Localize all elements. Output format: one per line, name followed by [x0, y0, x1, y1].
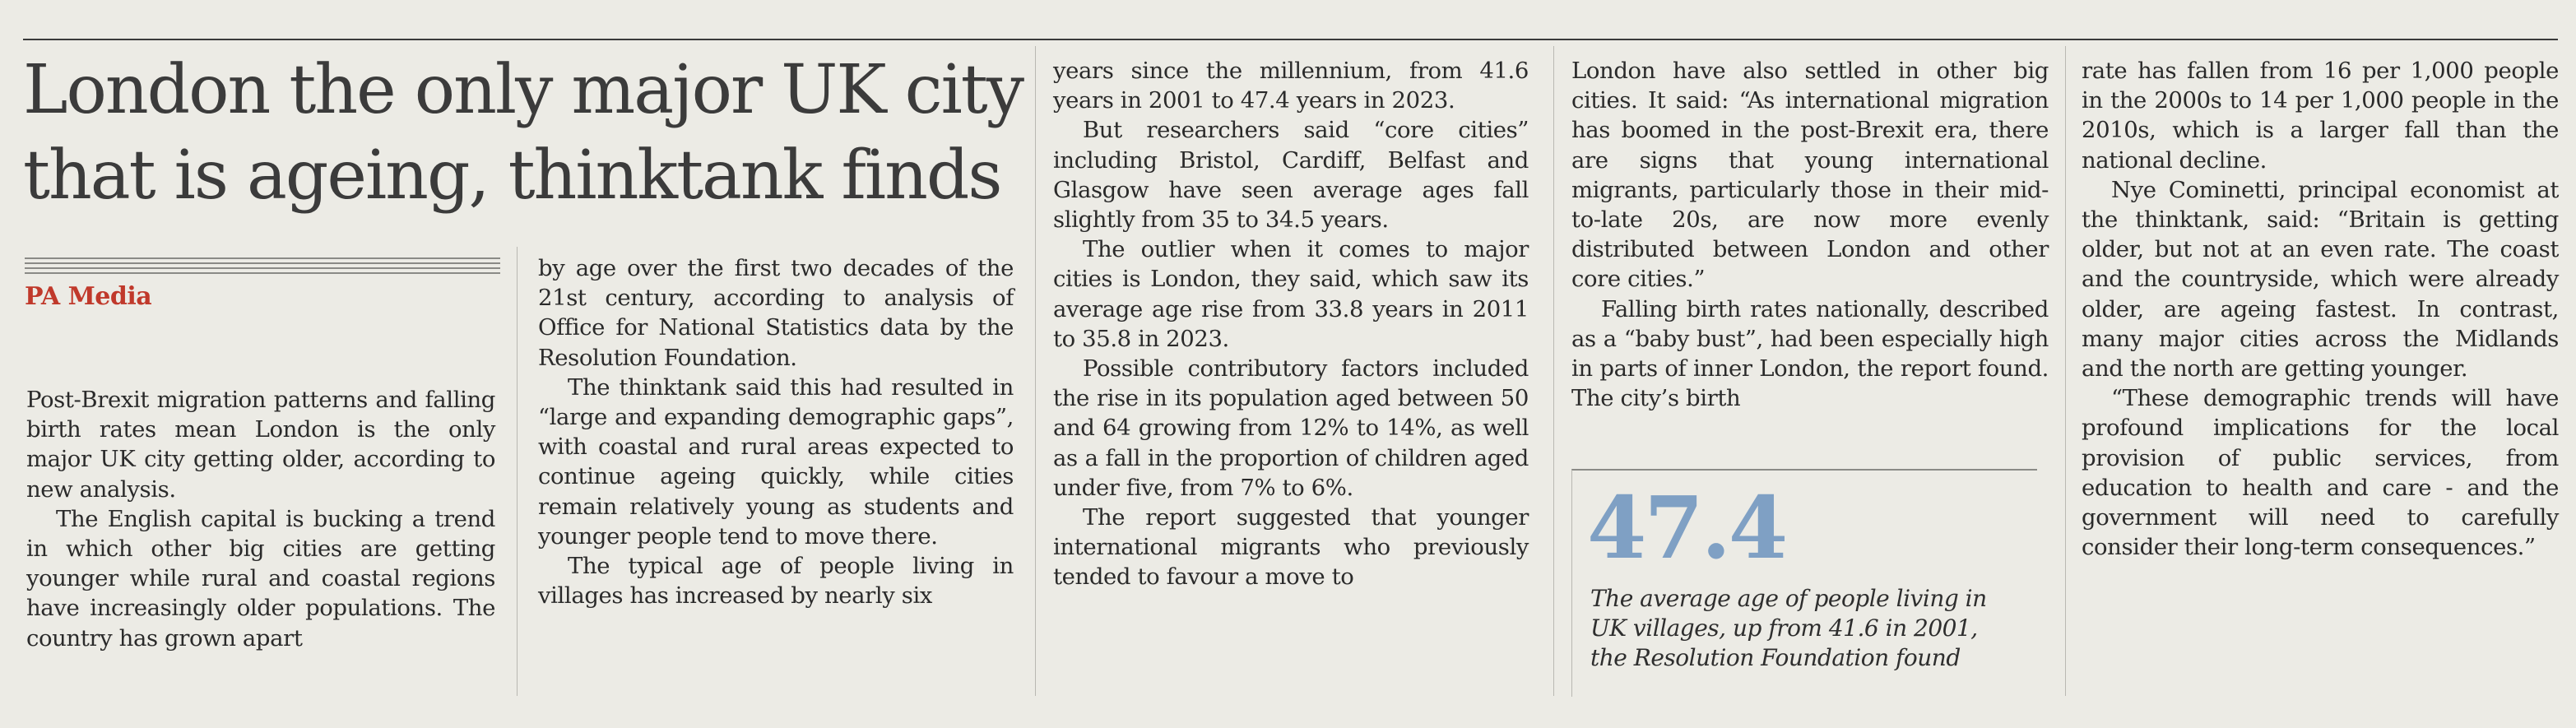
article-column-2 [538, 253, 1014, 610]
article-column-3 [1053, 56, 1529, 592]
headline: London the only major UK city that is ageing, thinktank finds [23, 51, 1023, 215]
paragraph: But researchers said “core cities” including Bristol, Cardiff, Belfast and Glasgow have seen average ages fall slightly from 35 to 34.5 years. [1053, 117, 1529, 234]
article-column-4 [1571, 56, 2049, 413]
paragraph: The report suggested that younger international migrants who previously tended to favour a move to [1053, 504, 1529, 591]
paragraph: rate has fallen from 16 per 1,000 people in the 2000s to 14 per 1,000 people in the 2010s, which is a larger fall than the national decline. [2082, 58, 2559, 174]
article-column-5 [2082, 56, 2559, 562]
paragraph: “These demographic trends will have profound implications for the local provision of public services, from education to health and care - and the government will need to carefully consider their long-term consequences.” [2082, 385, 2559, 561]
paragraph: The outlier when it comes to major cities is London, they said, which saw its average age rise from 33.8 years in 2011 to 35.8 in 2023. [1053, 236, 1529, 352]
column-divider [1553, 46, 1554, 696]
paragraph: London have also settled in other big cities. It said: “As international migration has boomed in the post-Brexit era, there are signs that young international migrants, particularly those in their mid-to-late 20s, are now more evenly distributed between London and other core cities.” [1571, 58, 2049, 293]
paragraph: Possible contributory factors included the rise in its population aged between 50 and 64 growing from 12% to 14%, as well as a fall in the proportion of children aged under five, from 7% to 6%. [1053, 355, 1529, 501]
paragraph: Post-Brexit migration patterns and falling birth rates mean London is the only major UK city getting older, according to new analysis. [26, 387, 495, 503]
column-divider [2065, 46, 2066, 696]
article-column-1 [26, 385, 495, 653]
column-divider [517, 247, 518, 696]
paragraph: The thinktank said this had resulted in “large and expanding demographic gaps”, with coastal and rural areas expected to continue ageing quickly, while cities remain relatively young as students and younger people tend to move there. [538, 373, 1014, 549]
paragraph: Falling birth rates nationally, described as a “baby bust”, had been especially high in parts of inner London, the report found. The city’s birth [1571, 295, 2049, 412]
factbox [1571, 469, 2037, 697]
paragraph: The English capital is bucking a trend in which other big cities are getting younger while rural and coastal regions have increasingly older populations. The country has grown apart [26, 505, 495, 651]
paragraph: Nye Cominetti, principal economist at the thinktank, said: “Britain is getting older, but not at an even rate. The coast and the countryside, which were already older, are ageing fastest. In contrast, many major cities across the Midlands and the north are getting younger. [2082, 176, 2559, 383]
paragraph: years since the millennium, from 41.6 years in 2001 to 47.4 years in 2023. [1053, 58, 1529, 114]
top-rule [23, 39, 2558, 40]
paragraph: by age over the first two decades of the 21st century, according to analysis of Office for National Statistics data by the Resolution Foundation. [538, 255, 1014, 371]
paragraph: The typical age of people living in villages has increased by nearly six [538, 553, 1014, 610]
byline-rules [25, 257, 500, 282]
factbox-caption: The average age of people living in UK villages, up from 41.6 in 2001, the Resolution Foundation found [1590, 585, 1987, 671]
factbox-number: 47.4 [1587, 477, 1786, 578]
byline: PA Media [25, 282, 152, 311]
